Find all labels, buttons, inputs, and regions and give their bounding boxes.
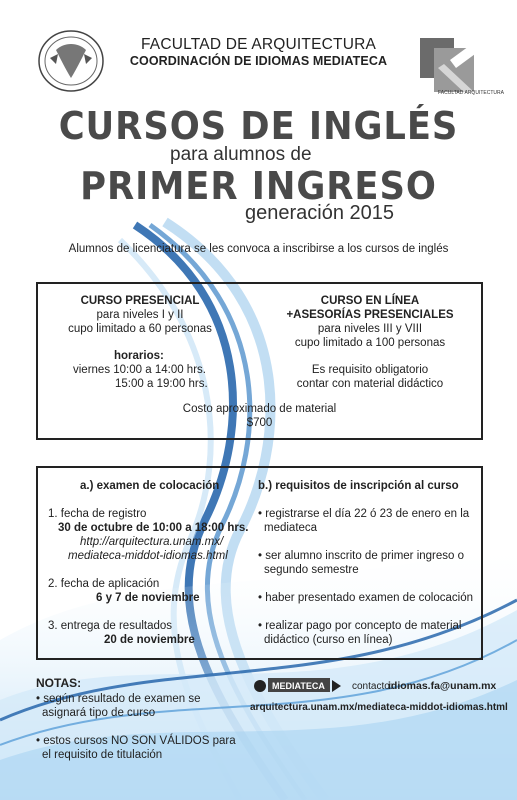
headline-courses: CURSOS DE INGLÉS xyxy=(58,104,459,148)
note-2-line-2: el requisito de titulación xyxy=(42,749,163,761)
note-2-line-1: • estos cursos NO SON VÁLIDOS para xyxy=(36,735,236,747)
exam-step1-label: 1. fecha de registro xyxy=(48,508,147,520)
online-requirement-2: contar con material didáctico xyxy=(296,378,444,390)
presencial-capacity: cupo limitado a 60 personas xyxy=(68,323,212,335)
cost-label: Costo aproximado de material xyxy=(182,403,337,415)
requirement-1-line-2: mediateca xyxy=(264,522,318,534)
headline-first-entry: PRIMER INGRESO xyxy=(80,164,437,208)
notes-title: NOTAS: xyxy=(36,676,82,690)
exam-step1-url-2[interactable]: mediateca-middot-idiomas.html xyxy=(68,550,228,562)
online-capacity: cupo limitado a 100 personas xyxy=(294,337,446,349)
note-1-line-1: • según resultado de examen se xyxy=(36,693,201,705)
exam-step2-date: 6 y 7 de noviembre xyxy=(96,592,200,604)
exam-step3-label: 3. entrega de resultados xyxy=(48,620,173,632)
exam-step1-date: 30 de octubre de 10:00 a 18:00 hrs. xyxy=(58,522,249,534)
exam-step3-date: 20 de noviembre xyxy=(104,634,195,646)
schedule-afternoon: 15:00 a 19:00 hrs. xyxy=(115,378,208,390)
exam-step1-url-1[interactable]: http://arquitectura.unam.mx/ xyxy=(80,536,224,548)
schedule-title: horarios: xyxy=(114,350,164,362)
requirement-2-line-2: segundo semestre xyxy=(264,564,359,576)
requirement-1-line-1: • registrarse el día 22 ó 23 de enero en la xyxy=(258,508,470,520)
headline-for-students: para alumnos de xyxy=(170,144,312,165)
schedule-morning: viernes 10:00 a 14:00 hrs. xyxy=(73,364,206,376)
exam-title: a.) examen de colocación xyxy=(80,480,220,492)
exam-step2-label: 2. fecha de aplicación xyxy=(48,578,160,590)
cost-value: $700 xyxy=(246,417,273,429)
note-1-line-2: asignará tipo de curso xyxy=(42,707,156,719)
requirement-2-line-1: • ser alumno inscrito de primer ingreso o xyxy=(258,550,465,562)
requirement-4-line-2: didáctico (curso en línea) xyxy=(264,634,393,646)
intro-text: Alumnos de licenciatura se les convoca a inscribirse a los cursos de inglés xyxy=(68,243,449,255)
requirement-4-line-1: • realizar pago por concepto de material xyxy=(258,620,462,632)
online-title: CURSO EN LÍNEA xyxy=(320,295,420,307)
presencial-levels: para niveles I y II xyxy=(96,309,184,321)
mediateca-logo-icon xyxy=(252,672,342,700)
coordination-subtitle: COORDINACIÓN DE IDIOMAS MEDIATECA xyxy=(129,54,388,68)
presencial-title: CURSO PRESENCIAL xyxy=(80,295,200,307)
headline-generation: generación 2015 xyxy=(245,202,395,224)
online-requirement-1: Es requisito obligatorio xyxy=(311,364,429,376)
online-subtitle: +ASESORÍAS PRESENCIALES xyxy=(286,309,454,321)
contact-label: contacto: xyxy=(352,681,393,692)
faculty-title: FACULTAD DE ARQUITECTURA xyxy=(140,36,377,53)
contact-email-link[interactable]: idiomas.fa@unam.mx xyxy=(388,680,497,692)
requirements-title: b.) requisitos de inscripción al curso xyxy=(258,480,459,492)
site-url-link[interactable]: arquitectura.unam.mx/mediateca-middot-idiomas.html xyxy=(250,702,508,713)
fa-logo-text: FACULTAD ARQUITECTURA xyxy=(438,90,504,96)
mediateca-logo-text: MEDIATECA xyxy=(272,681,325,691)
requirement-3: • haber presentado examen de colocación xyxy=(258,592,474,604)
online-levels: para niveles III y VIII xyxy=(317,323,423,335)
